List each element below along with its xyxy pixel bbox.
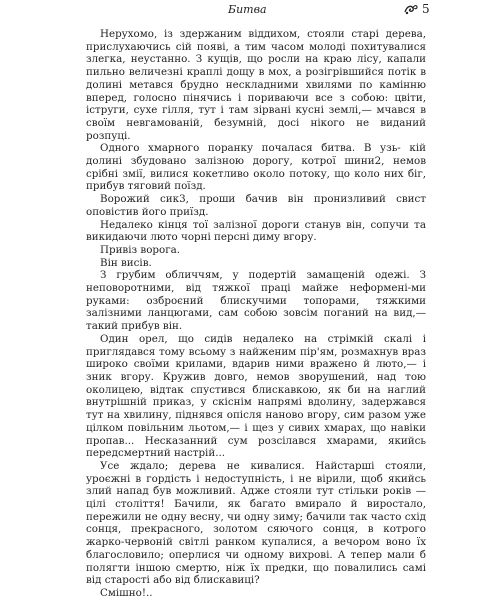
paragraph: Смішно!.. — [100, 586, 153, 599]
paragraph: Він висів. — [100, 256, 152, 269]
paragraph: Нерухомо, із здержаним віддихом, стояли старі дерева, прислухаючись сій появі, а тим часом молоді похитувалися злегка, неустанно. З кущів, що росли на краю лісу, капали пильно величезні краплі дощу в мох, а розігрівшийся потік в долині метався брудно нескладними хвилями по камінню вперед, голосно пінячись і пориваючи все з собою: цвіти, іструги, сухе гілля, тут і там зірвані кусні землі,— мчався в своїм невгамованій, безумній, досі нікого не виданий розпуці. — [86, 28, 426, 142]
paragraph: З грубим обличчям, у подертій замащеній одежі. З неповоротними, від тяжкої праці майже неформені-ми руками: озброєний блискучими топорами, тяжкими залізними ланцюгами, сам собою зовсім поганий на вид,— такий прибув він. — [86, 269, 426, 333]
page-number: 5 — [422, 2, 430, 16]
running-header — [0, 2, 500, 20]
paragraph: Недалеко кінця тої залізної дороги станув він, сопучи та викидаючи люто чорні персні диму вгору. — [86, 218, 426, 244]
body-text — [86, 28, 426, 600]
paragraph: Усе ждало; дерева не кивалися. Найстарші стояли, уроєжні в гордість і недоступність, і не вірили, щоб якийсь злий напад був можливий. Адже стояли тут стільки років — цілі століття! Бачили, як багато вмирало й виростало, пережили не одну весну, чи одну зиму; бачили так часто схід сонця, прекрасного, золотом сяючого сонця, в котрого жарко-червоній світлі ранком купалися, а вечором воно їх благословило; оперлися чи одному вихрові. А тепер мали б полягти іншою смертю, ніж їх предки, що повалились самі від старості або від блискавиці? — [86, 459, 426, 587]
paragraph: Одного хмарного поранку почалася битва. В узь- кій долині збудовано залізною дорогу, котрої шини2, немов срібні змії, вилися кокетливо около потоку, що коло них біг, прибув тяговий поїзд. — [86, 142, 426, 193]
paragraph: Ворожий сик3, проши бачив він пронизливий свист оповістив його приїзд. — [86, 193, 426, 218]
paragraph: Один орел, що сидів недалеко на стрімкій скалі і приглядався тому всьому з найженим пір'ям, розмахнув враз широко своїми крилами, вдарив ними вражено й люто,— і зник вгору. Кружив довго, немов зворушений, над тою околицею, відтак спустився блискавкою, як би на наглий внутрішній приказ, у скіснім напрямі вдолину, задержався тут на хвилину, піднявся опісля наново вгору, сим разом уже цілком повільним льотом,— і щез у сивих хмарах, що навіки пропав... Несказанний сум розсілався хмарами, якийсь передсмертний настрій... — [86, 332, 426, 460]
paragraph: Привіз ворога. — [100, 243, 181, 256]
fleuron-icon — [404, 3, 418, 15]
running-title: Битва — [228, 3, 267, 16]
page-number-group — [404, 2, 430, 16]
